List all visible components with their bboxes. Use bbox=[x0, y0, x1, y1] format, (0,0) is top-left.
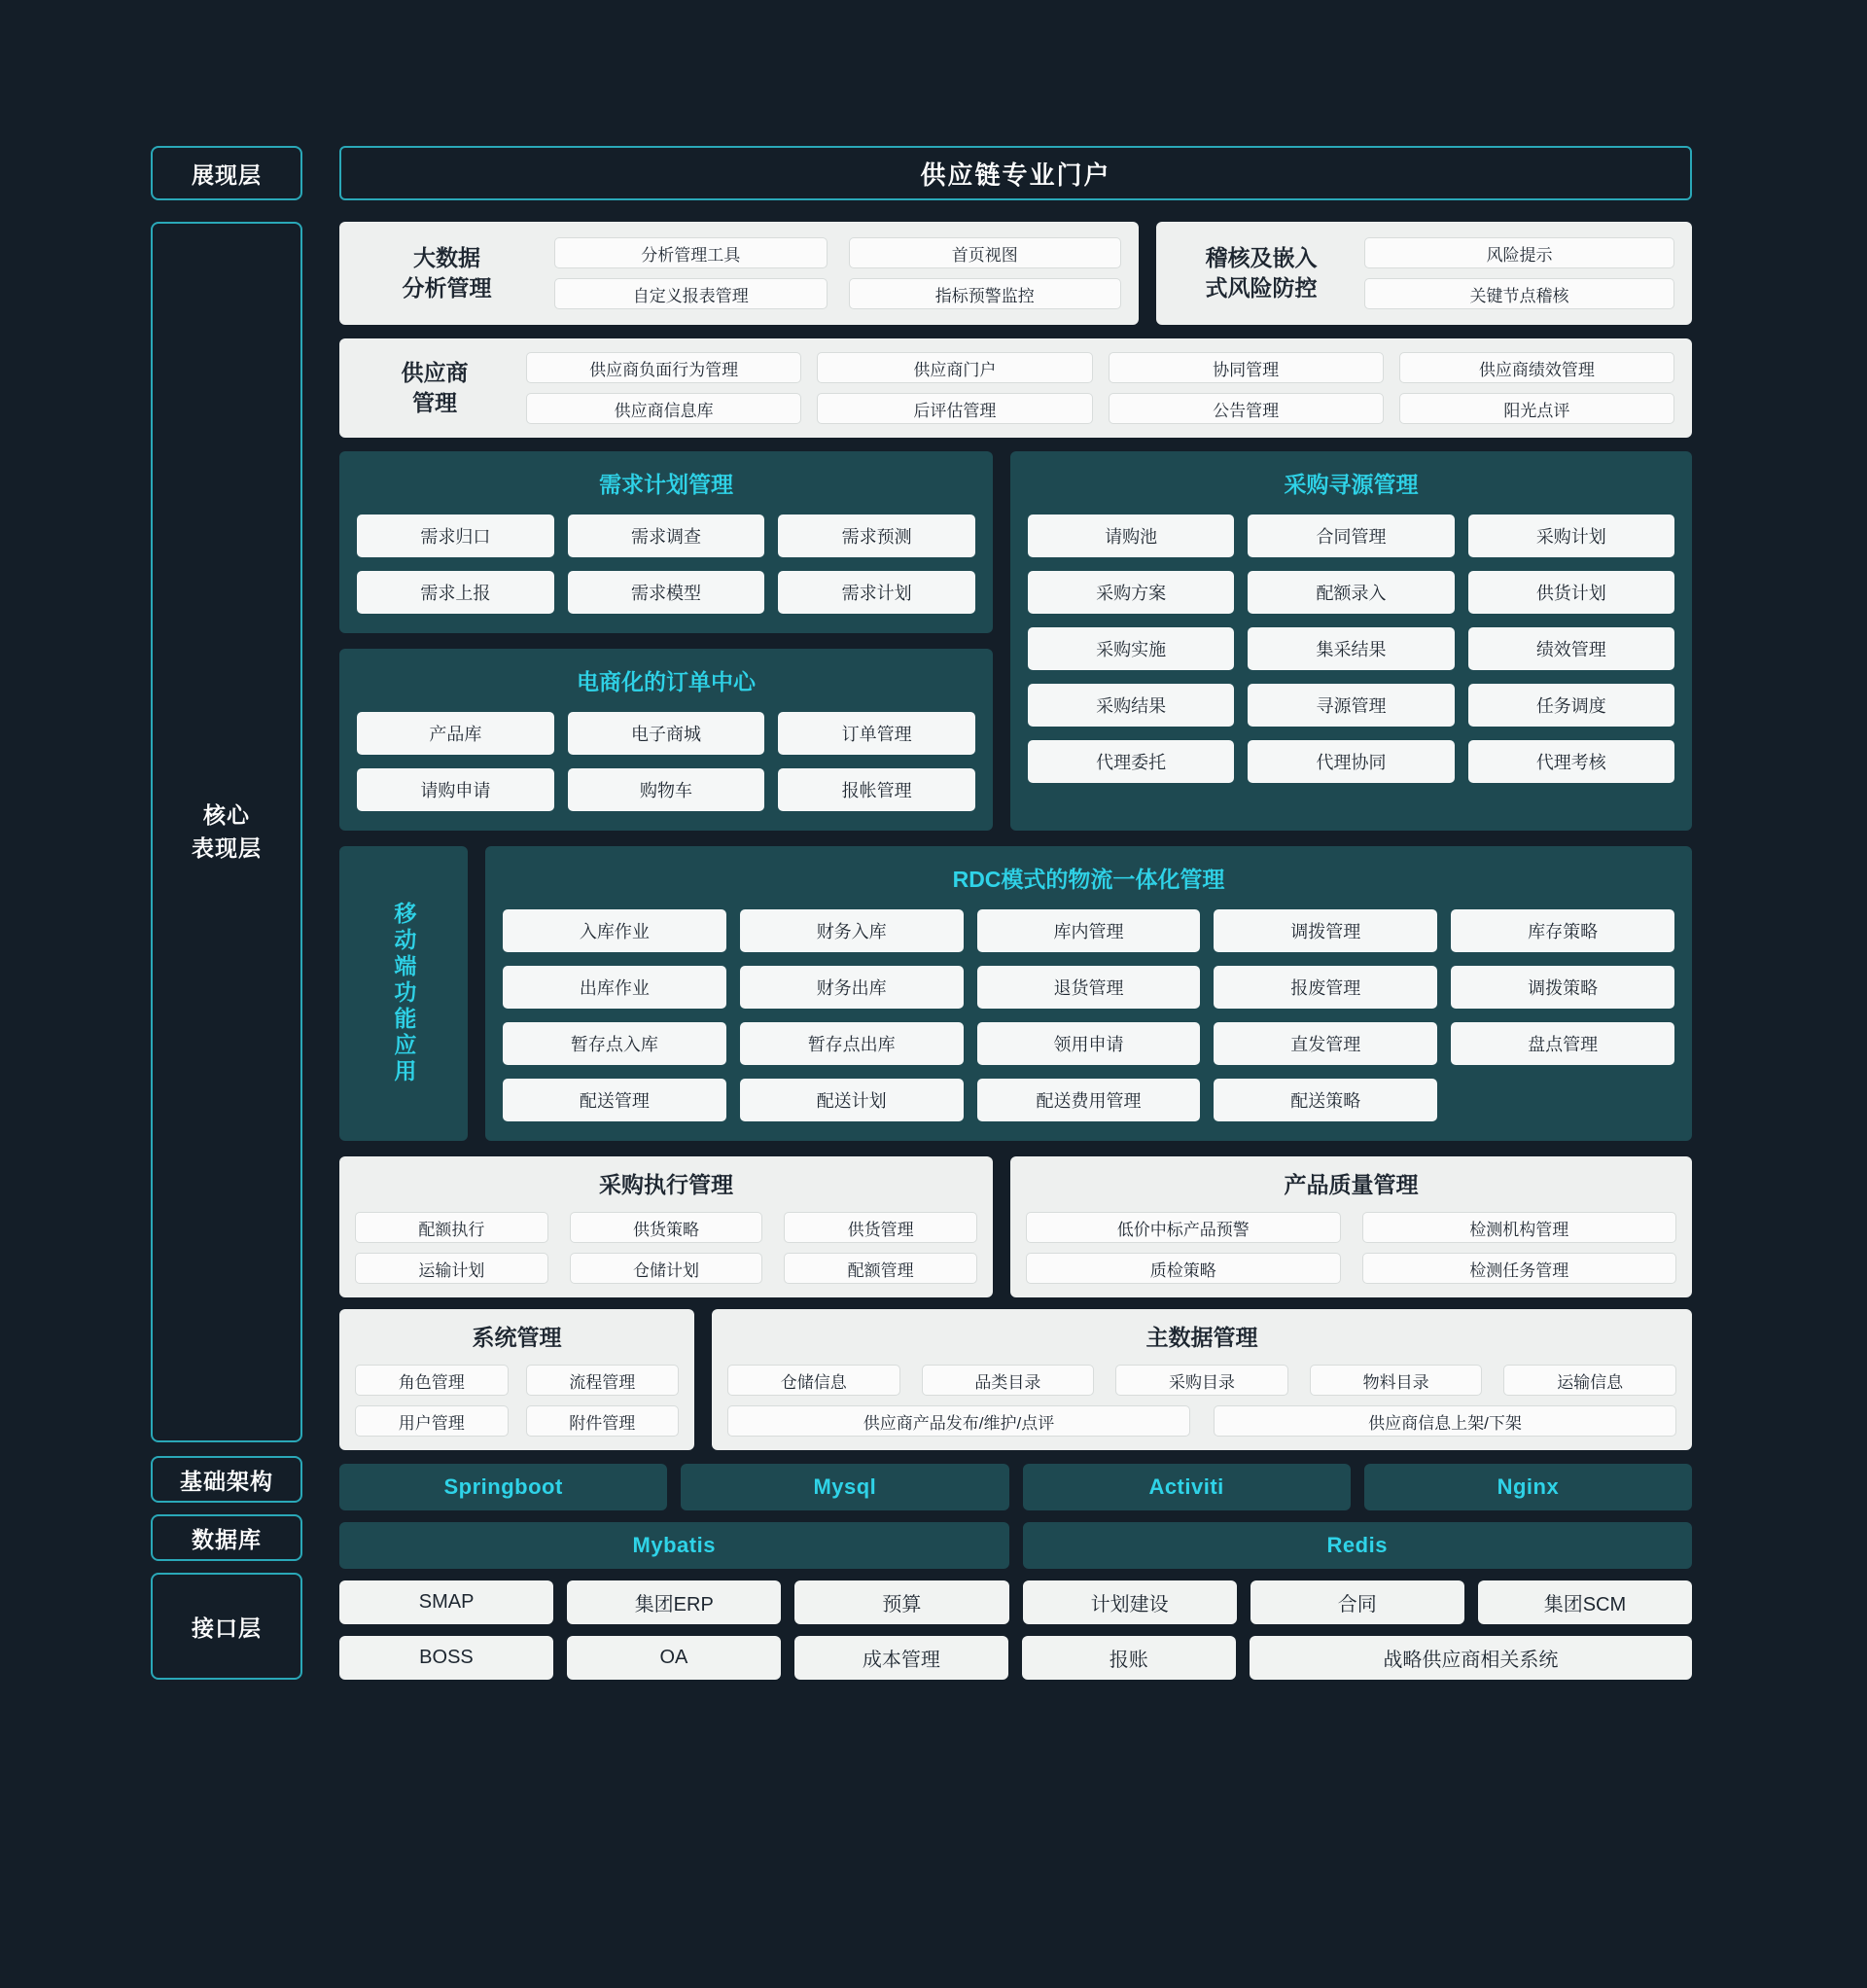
sourcing-item[interactable]: 采购方案 bbox=[1028, 571, 1234, 614]
system-panel bbox=[339, 1309, 694, 1450]
masterdata-item[interactable]: 仓储信息 bbox=[727, 1365, 900, 1396]
quality-item[interactable]: 检测机构管理 bbox=[1362, 1212, 1677, 1243]
interface-block bbox=[339, 1580, 1692, 1680]
order-center-title: 电商化的订单中心 bbox=[577, 669, 756, 694]
supplier-item[interactable]: 阳光点评 bbox=[1399, 393, 1674, 424]
supplier-title bbox=[357, 358, 512, 418]
system-items bbox=[355, 1365, 679, 1437]
sourcing-item[interactable]: 代理委托 bbox=[1028, 740, 1234, 783]
order-center-panel bbox=[339, 649, 993, 831]
rail-core-line2: 表现层 bbox=[192, 834, 262, 861]
database-item[interactable]: Mybatis bbox=[339, 1522, 1009, 1569]
rail-infrastructure-layer bbox=[151, 1456, 302, 1503]
logistics-item[interactable]: 财务入库 bbox=[740, 909, 964, 952]
demand-panel bbox=[339, 451, 993, 633]
interface-item[interactable]: 战略供应商相关系统 bbox=[1250, 1636, 1692, 1680]
demand-order-column bbox=[339, 451, 993, 831]
logistics-items bbox=[503, 909, 1674, 1121]
portal-title: 供应链专业门户 bbox=[920, 160, 1111, 190]
quality-items bbox=[1026, 1212, 1676, 1284]
system-masterdata-row bbox=[339, 1309, 1692, 1450]
logistics-item[interactable]: 暂存点入库 bbox=[503, 1022, 726, 1065]
rail-core-line1: 核心 bbox=[203, 802, 250, 829]
sourcing-items bbox=[1028, 515, 1674, 783]
quality-item[interactable]: 质检策略 bbox=[1026, 1253, 1341, 1284]
demand-items bbox=[357, 515, 975, 614]
execution-item[interactable]: 供货管理 bbox=[784, 1212, 977, 1243]
rail-database-layer bbox=[151, 1514, 302, 1561]
sourcing-item[interactable]: 寻源管理 bbox=[1248, 684, 1454, 727]
sourcing-panel bbox=[1010, 451, 1692, 831]
masterdata-item[interactable]: 供应商信息上架/下架 bbox=[1214, 1405, 1676, 1437]
interface-item[interactable]: BOSS bbox=[339, 1636, 553, 1680]
rail-infrastructure-label: 基础架构 bbox=[180, 1468, 273, 1494]
order-item[interactable]: 购物车 bbox=[568, 768, 765, 811]
demand-item[interactable]: 需求归口 bbox=[357, 515, 554, 557]
logistics-item[interactable]: 直发管理 bbox=[1214, 1022, 1437, 1065]
system-item[interactable]: 附件管理 bbox=[526, 1405, 680, 1437]
audit-title-line1: 稽核及嵌入 bbox=[1205, 244, 1318, 270]
bigdata-audit-row bbox=[339, 222, 1692, 325]
sourcing-item[interactable]: 集采结果 bbox=[1248, 627, 1454, 670]
audit-panel bbox=[1156, 222, 1692, 325]
execution-item[interactable]: 供货策略 bbox=[570, 1212, 763, 1243]
order-item[interactable]: 订单管理 bbox=[778, 712, 975, 755]
interface-item[interactable]: OA bbox=[567, 1636, 781, 1680]
logistics-item[interactable]: 配送计划 bbox=[740, 1079, 964, 1121]
masterdata-title: 主数据管理 bbox=[1145, 1325, 1258, 1351]
rail-interface-label: 接口层 bbox=[192, 1615, 262, 1641]
supplier-item[interactable]: 供应商负面行为管理 bbox=[526, 352, 801, 383]
audit-title-line2: 式风险防控 bbox=[1205, 275, 1318, 301]
mobile-logistics-row bbox=[339, 846, 1692, 1141]
supplier-item[interactable]: 供应商门户 bbox=[817, 352, 1092, 383]
supplier-items bbox=[526, 352, 1674, 424]
masterdata-item[interactable]: 品类目录 bbox=[922, 1365, 1095, 1396]
system-item[interactable]: 流程管理 bbox=[526, 1365, 680, 1396]
supplier-item[interactable]: 协同管理 bbox=[1109, 352, 1384, 383]
masterdata-panel bbox=[712, 1309, 1692, 1450]
quality-panel bbox=[1010, 1156, 1692, 1297]
masterdata-item[interactable]: 供应商产品发布/维护/点评 bbox=[727, 1405, 1190, 1437]
masterdata-item[interactable]: 采购目录 bbox=[1115, 1365, 1288, 1396]
logistics-item[interactable]: 财务出库 bbox=[740, 966, 964, 1009]
logistics-item[interactable]: 报废管理 bbox=[1214, 966, 1437, 1009]
infrastructure-row bbox=[339, 1464, 1692, 1510]
demand-item[interactable]: 需求计划 bbox=[778, 571, 975, 614]
system-item[interactable]: 用户管理 bbox=[355, 1405, 509, 1437]
demand-title: 需求计划管理 bbox=[599, 472, 733, 497]
logistics-item[interactable]: 出库作业 bbox=[503, 966, 726, 1009]
demand-item[interactable]: 需求调查 bbox=[568, 515, 765, 557]
infrastructure-item[interactable]: Activiti bbox=[1023, 1464, 1351, 1510]
masterdata-item[interactable]: 运输信息 bbox=[1503, 1365, 1676, 1396]
audit-title bbox=[1174, 243, 1349, 303]
logistics-item[interactable]: 调拨管理 bbox=[1214, 909, 1437, 952]
portal-banner bbox=[339, 146, 1692, 200]
interface-item[interactable]: 计划建设 bbox=[1023, 1580, 1237, 1624]
demand-item[interactable]: 需求模型 bbox=[568, 571, 765, 614]
execution-item[interactable]: 仓储计划 bbox=[570, 1253, 763, 1284]
execution-items bbox=[355, 1212, 977, 1284]
rail-database-label: 数据库 bbox=[192, 1526, 262, 1552]
database-item[interactable]: Redis bbox=[1023, 1522, 1693, 1569]
bigdata-items bbox=[554, 237, 1121, 309]
infrastructure-item[interactable]: Springboot bbox=[339, 1464, 667, 1510]
system-title: 系统管理 bbox=[472, 1325, 562, 1351]
logistics-item[interactable]: 领用申请 bbox=[977, 1022, 1201, 1065]
supplier-title-line1: 供应商 bbox=[401, 359, 469, 385]
execution-panel bbox=[339, 1156, 993, 1297]
interface-item[interactable]: 报账 bbox=[1022, 1636, 1236, 1680]
bigdata-panel bbox=[339, 222, 1139, 325]
audit-items bbox=[1364, 237, 1674, 309]
bigdata-title bbox=[357, 243, 537, 303]
bigdata-item[interactable]: 首页视图 bbox=[849, 237, 1122, 268]
execution-item[interactable]: 配额管理 bbox=[784, 1253, 977, 1284]
architecture-diagram bbox=[151, 146, 1692, 1680]
sourcing-item[interactable]: 采购结果 bbox=[1028, 684, 1234, 727]
sourcing-item[interactable]: 采购实施 bbox=[1028, 627, 1234, 670]
logistics-item[interactable]: 配送管理 bbox=[503, 1079, 726, 1121]
sourcing-item[interactable]: 采购计划 bbox=[1468, 515, 1674, 557]
logistics-item[interactable]: 调拨策略 bbox=[1451, 966, 1674, 1009]
bigdata-item[interactable]: 分析管理工具 bbox=[554, 237, 828, 268]
logistics-item[interactable]: 配送费用管理 bbox=[977, 1079, 1201, 1121]
logistics-item[interactable]: 库存策略 bbox=[1451, 909, 1674, 952]
sourcing-item[interactable]: 代理协同 bbox=[1248, 740, 1454, 783]
supplier-title-line2: 管理 bbox=[412, 390, 457, 415]
sourcing-item[interactable]: 请购池 bbox=[1028, 515, 1234, 557]
masterdata-bottom-items bbox=[727, 1405, 1676, 1437]
interface-item[interactable]: 预算 bbox=[794, 1580, 1008, 1624]
quality-title: 产品质量管理 bbox=[1284, 1172, 1419, 1197]
sourcing-item[interactable]: 合同管理 bbox=[1248, 515, 1454, 557]
interface-item[interactable]: 集团SCM bbox=[1478, 1580, 1692, 1624]
rail-interface-layer bbox=[151, 1573, 302, 1680]
logistics-item[interactable]: 库内管理 bbox=[977, 909, 1201, 952]
execution-item[interactable]: 配额执行 bbox=[355, 1212, 548, 1243]
supplier-item[interactable]: 供应商绩效管理 bbox=[1399, 352, 1674, 383]
interface-item[interactable]: 成本管理 bbox=[794, 1636, 1008, 1680]
sourcing-title: 采购寻源管理 bbox=[1284, 472, 1419, 497]
interface-row-2 bbox=[339, 1636, 1692, 1680]
interface-item[interactable]: SMAP bbox=[339, 1580, 553, 1624]
logistics-title: RDC模式的物流一体化管理 bbox=[952, 867, 1225, 892]
system-item[interactable]: 角色管理 bbox=[355, 1365, 509, 1396]
order-item[interactable]: 电子商城 bbox=[568, 712, 765, 755]
interface-item[interactable]: 集团ERP bbox=[567, 1580, 781, 1624]
audit-item[interactable]: 关键节点稽核 bbox=[1364, 278, 1674, 309]
logistics-item[interactable]: 盘点管理 bbox=[1451, 1022, 1674, 1065]
infrastructure-item[interactable]: Nginx bbox=[1364, 1464, 1692, 1510]
sourcing-item[interactable]: 代理考核 bbox=[1468, 740, 1674, 783]
execution-item[interactable]: 运输计划 bbox=[355, 1253, 548, 1284]
rail-presentation-layer bbox=[151, 146, 302, 200]
masterdata-item[interactable]: 物料目录 bbox=[1310, 1365, 1483, 1396]
demand-item[interactable]: 需求预测 bbox=[778, 515, 975, 557]
mobile-panel bbox=[339, 846, 468, 1141]
supplier-panel bbox=[339, 338, 1692, 438]
interface-item[interactable]: 合同 bbox=[1251, 1580, 1464, 1624]
order-center-items bbox=[357, 712, 975, 811]
logistics-item[interactable]: 入库作业 bbox=[503, 909, 726, 952]
layer-rail bbox=[151, 146, 302, 1680]
execution-title: 采购执行管理 bbox=[599, 1172, 733, 1197]
mobile-title: 移动端功能应用 bbox=[391, 902, 417, 1085]
bigdata-title-line2: 分析管理 bbox=[402, 275, 492, 301]
sourcing-item[interactable]: 供货计划 bbox=[1468, 571, 1674, 614]
sourcing-item[interactable]: 绩效管理 bbox=[1468, 627, 1674, 670]
logistics-item[interactable]: 退货管理 bbox=[977, 966, 1201, 1009]
demand-item[interactable]: 需求上报 bbox=[357, 571, 554, 614]
order-item[interactable]: 请购申请 bbox=[357, 768, 554, 811]
supplier-item[interactable]: 后评估管理 bbox=[817, 393, 1092, 424]
supplier-item[interactable]: 公告管理 bbox=[1109, 393, 1384, 424]
bigdata-title-line1: 大数据 bbox=[413, 244, 480, 270]
logistics-item[interactable]: 暂存点出库 bbox=[740, 1022, 964, 1065]
demand-sourcing-row bbox=[339, 451, 1692, 831]
rail-core-layer bbox=[151, 222, 302, 1442]
bigdata-item[interactable]: 指标预警监控 bbox=[849, 278, 1122, 309]
infrastructure-item[interactable]: Mysql bbox=[681, 1464, 1008, 1510]
logistics-item[interactable]: 配送策略 bbox=[1214, 1079, 1437, 1121]
execution-quality-row bbox=[339, 1156, 1692, 1297]
logistics-panel bbox=[485, 846, 1692, 1141]
bigdata-item[interactable]: 自定义报表管理 bbox=[554, 278, 828, 309]
sourcing-item[interactable]: 配额录入 bbox=[1248, 571, 1454, 614]
quality-item[interactable]: 低价中标产品预警 bbox=[1026, 1212, 1341, 1243]
supplier-item[interactable]: 供应商信息库 bbox=[526, 393, 801, 424]
interface-row-1 bbox=[339, 1580, 1692, 1624]
quality-item[interactable]: 检测任务管理 bbox=[1362, 1253, 1677, 1284]
audit-item[interactable]: 风险提示 bbox=[1364, 237, 1674, 268]
order-item[interactable]: 产品库 bbox=[357, 712, 554, 755]
order-item[interactable]: 报帐管理 bbox=[778, 768, 975, 811]
masterdata-top-items bbox=[727, 1365, 1676, 1396]
sourcing-item[interactable]: 任务调度 bbox=[1468, 684, 1674, 727]
rail-presentation-label: 展现层 bbox=[192, 161, 262, 188]
rail-core-label bbox=[192, 799, 262, 865]
database-row bbox=[339, 1522, 1692, 1569]
diagram-content bbox=[339, 146, 1692, 1680]
